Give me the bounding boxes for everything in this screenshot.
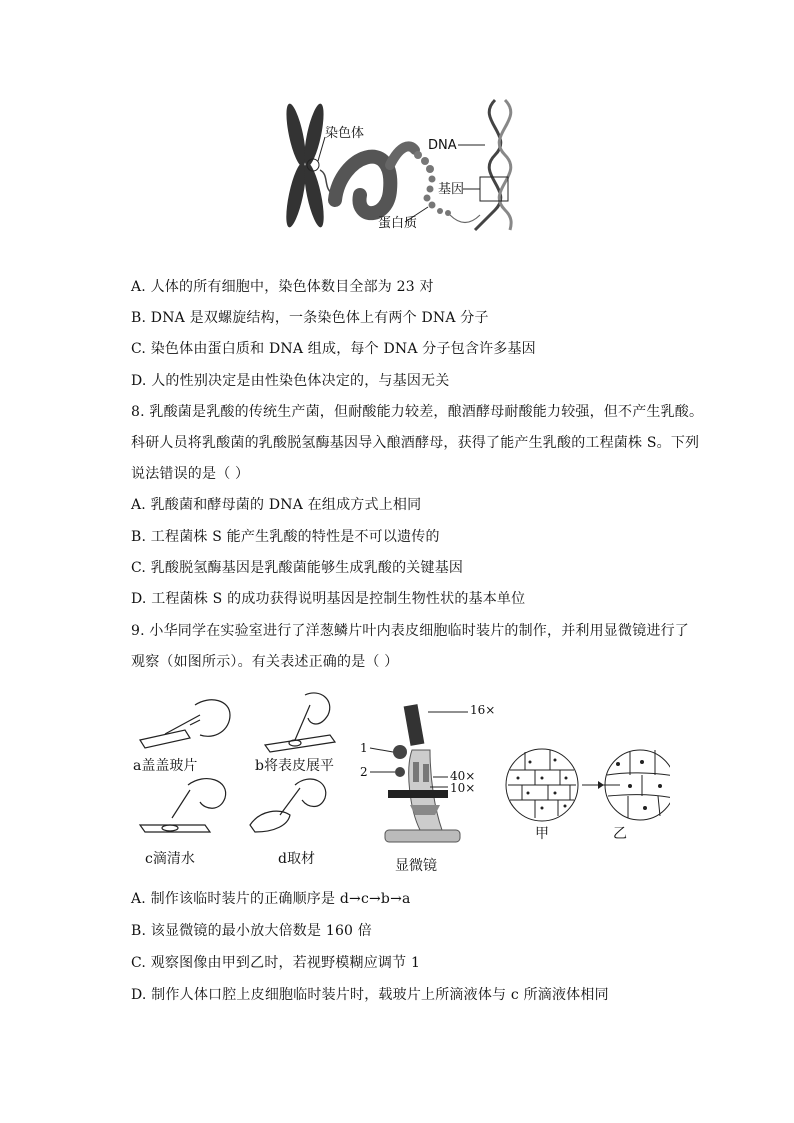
slide-preparation-figure: [130, 690, 670, 850]
chromosome-dna-figure: [280, 95, 520, 240]
q7-option-b: B. DNA 是双螺旋结构，一条染色体上有两个 DNA 分子: [131, 310, 489, 326]
step-a-drawing: [140, 700, 230, 748]
label-protein: 蛋白质: [378, 216, 418, 231]
q9-option-a: A. 制作该临时装片的正确顺序是 d→c→b→a: [131, 891, 411, 907]
coiled-fiber: [335, 146, 415, 213]
step-d-drawing: [250, 779, 326, 832]
q7-option-c: C. 染色体由蛋白质和 DNA 组成，每个 DNA 分子包含许多基因: [131, 341, 536, 357]
dna-helix: [475, 100, 511, 230]
chromosome-shape: [282, 102, 327, 228]
label-view-yi: 乙: [613, 826, 627, 842]
q8-option-b: B. 工程菌株 S 能产生乳酸的特性是不可以遗传的: [131, 529, 440, 545]
q9-stem-line1: 9. 小华同学在实验室进行了洋葱鳞片叶内表皮细胞临时装片的制作，并利用显微镜进行了: [131, 623, 690, 639]
label-gene: 基因: [438, 182, 465, 197]
label-microscope: 显微镜: [395, 858, 437, 874]
q8-option-a: A. 乳酸菌和酵母菌的 DNA 在组成方式上相同: [131, 497, 422, 513]
label-part-1: 1: [360, 741, 368, 755]
q8-option-d: D. 工程菌株 S 的成功获得说明基因是控制生物性状的基本单位: [131, 591, 526, 607]
q8-stem-line1: 8. 乳酸菌是乳酸的传统生产菌，但耐酸能力较差，酿酒酵母耐酸能力较强，但不产生乳酸。: [131, 404, 704, 420]
label-mag-10: 10×: [450, 781, 476, 795]
label-step-c: c滴清水: [145, 851, 195, 867]
q9-option-b: B. 该显微镜的最小放大倍数是 160 倍: [131, 923, 373, 939]
label-mag-16: 16×: [470, 703, 496, 717]
q9-option-c: C. 观察图像由甲到乙时，若视野模糊应调节 1: [131, 955, 421, 971]
label-part-2: 2: [360, 765, 368, 779]
label-chromosome: 染色体: [325, 126, 365, 141]
q8-option-c: C. 乳酸脱氢酶基因是乳酸菌能够生成乳酸的关键基因: [131, 560, 464, 576]
step-c-drawing: [140, 779, 226, 832]
q8-stem-line2: 科研人员将乳酸菌的乳酸脱氢酶基因导入酿酒酵母，获得了能产生乳酸的工程菌株 S。下列: [131, 435, 700, 451]
label-step-a: a盖盖玻片: [133, 758, 198, 774]
step-b-drawing: [265, 693, 335, 752]
microscope-drawing: [385, 704, 460, 842]
view-jia-circle: [506, 749, 578, 821]
label-step-b: b将表皮展平: [255, 758, 334, 774]
q8-stem-line3: 说法错误的是（ ）: [131, 466, 250, 482]
q9-option-d: D. 制作人体口腔上皮细胞临时装片时，载玻片上所滴液体与 c 所滴液体相同: [131, 987, 609, 1003]
q7-option-a: A. 人体的所有细胞中，染色体数目全部为 23 对: [131, 279, 434, 295]
label-view-jia: 甲: [535, 826, 549, 842]
q9-stem-line2: 观察（如图所示）。有关表述正确的是（ ）: [131, 654, 399, 670]
label-step-d: d取材: [278, 851, 315, 867]
label-dna: DNA: [428, 138, 457, 153]
label-mag-40: 40×: [450, 769, 476, 783]
q7-option-d: D. 人的性别决定是由性染色体决定的，与基因无关: [131, 373, 450, 389]
